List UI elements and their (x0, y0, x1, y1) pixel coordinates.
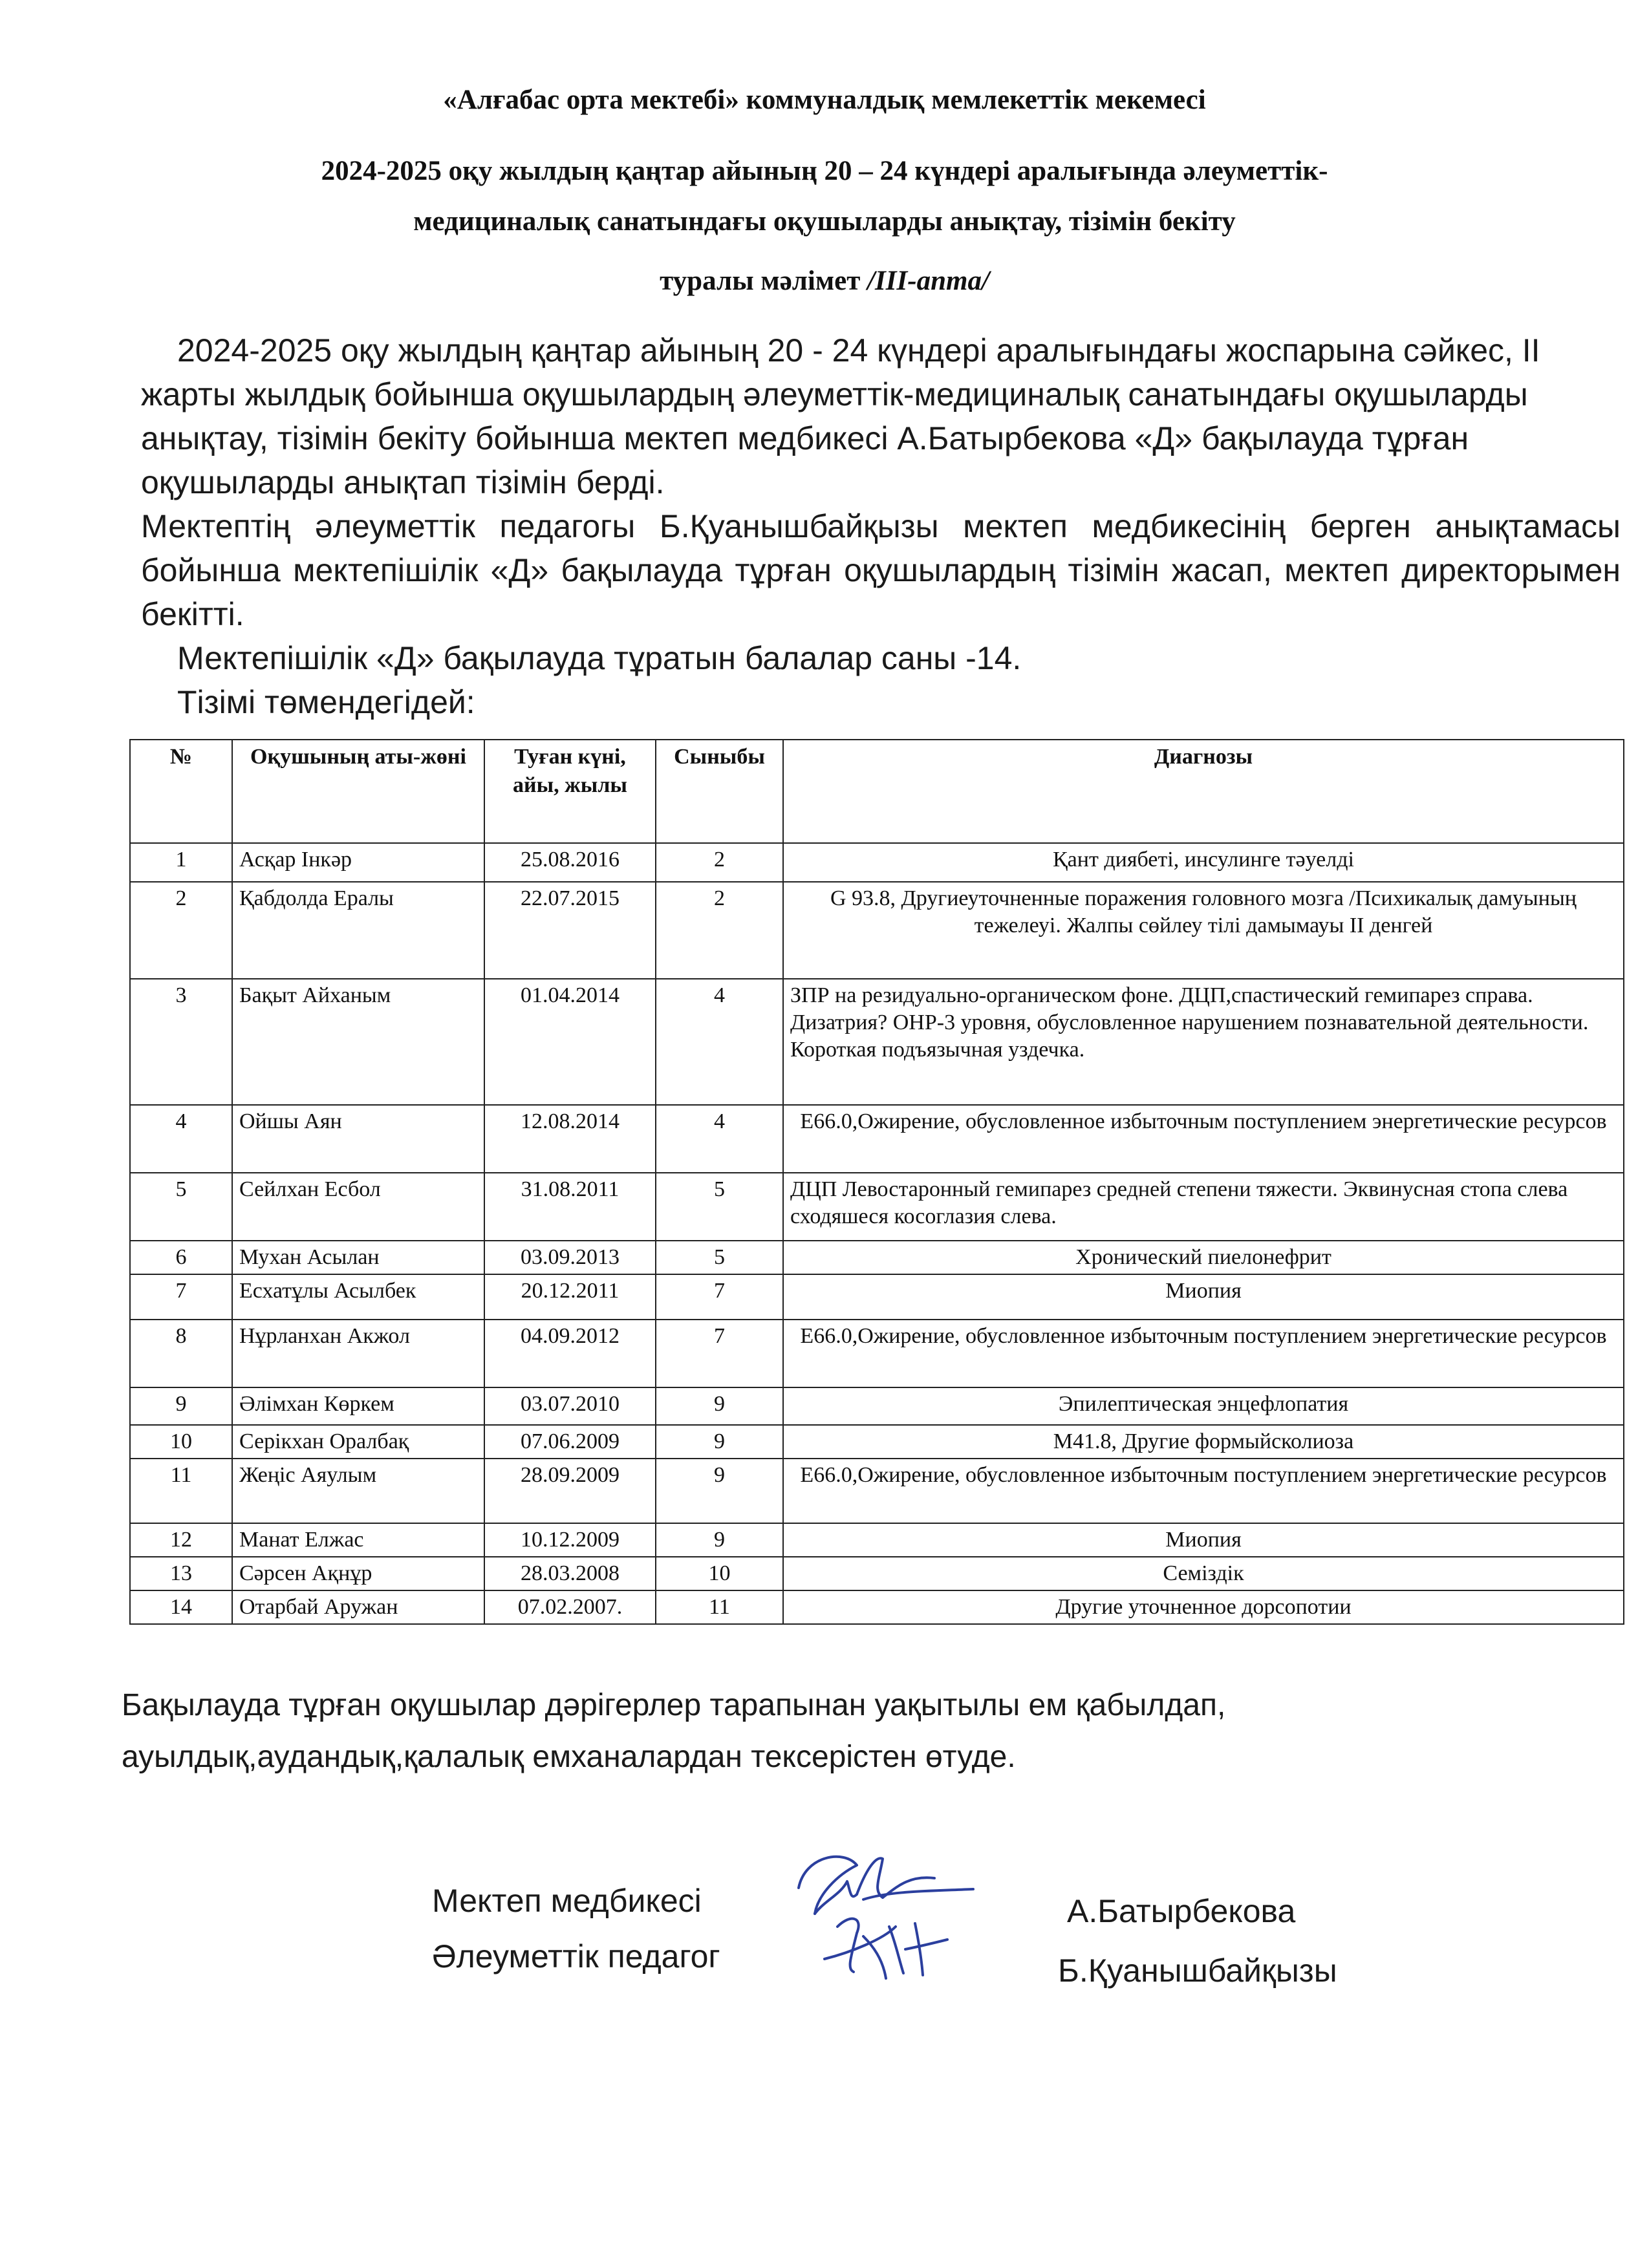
student-diagnosis-table (129, 739, 1624, 1625)
intro-text (141, 328, 1621, 724)
cell-num: 10 (130, 1425, 232, 1459)
cell-name: Отарбай Аружан (232, 1590, 484, 1624)
cell-diagnosis: Эпилептическая энцефлопатия (783, 1387, 1624, 1425)
cell-diagnosis: Хронический пиелонефрит (783, 1241, 1624, 1274)
handwritten-signature-icon (786, 1830, 980, 1998)
doc-title-line-3 (129, 264, 1520, 299)
cell-name: Есхатұлы Асылбек (232, 1274, 484, 1320)
cell-num: 4 (130, 1105, 232, 1173)
cell-dob: 28.09.2009 (484, 1459, 656, 1523)
cell-dob: 07.06.2009 (484, 1425, 656, 1459)
table-row (130, 1590, 1624, 1624)
cell-dob: 20.12.2011 (484, 1274, 656, 1320)
cell-class: 2 (656, 882, 783, 979)
cell-class: 10 (656, 1557, 783, 1590)
cell-dob: 03.09.2013 (484, 1241, 656, 1274)
cell-diagnosis: G 93.8, Другиеуточненные поражения головного мозга /Психикалық дамуының тежелеуі. Жалпы сөйлеу тілі дамымауы II денгей (783, 882, 1624, 979)
cell-name: Манат Елжас (232, 1523, 484, 1557)
table-row (130, 1274, 1624, 1320)
cell-name: Сәрсен Ақнұр (232, 1557, 484, 1590)
cell-diagnosis: Другие уточненное дорсопотии (783, 1590, 1624, 1624)
cell-dob: 28.03.2008 (484, 1557, 656, 1590)
cell-num: 2 (130, 882, 232, 979)
cell-class: 9 (656, 1387, 783, 1425)
signatory-role-nurse: Мектеп медбикесі (432, 1883, 702, 1919)
header-diagnosis: Диагнозы (783, 740, 1624, 843)
doc-title-line-2: медициналық санатындағы оқушыларды анықтау, тізімін бекіту (413, 206, 1236, 237)
cell-num: 7 (130, 1274, 232, 1320)
cell-name: Әлімхан Көркем (232, 1387, 484, 1425)
cell-num: 1 (130, 843, 232, 882)
doc-title-text: туралы мәлімет (660, 266, 861, 296)
table-row (130, 1459, 1624, 1523)
table-row (130, 1320, 1624, 1387)
intro-paragraph-3: Мектепішілік «Д» бақылауда тұратын балалар саны -14. (177, 640, 1022, 676)
table-header-row (130, 740, 1624, 843)
cell-diagnosis: Е66.0,Ожирение, обусловленное избыточным поступлением энергетические ресурсов (783, 1320, 1624, 1387)
cell-dob: 22.07.2015 (484, 882, 656, 979)
cell-diagnosis: Семіздік (783, 1557, 1624, 1590)
table-row (130, 1173, 1624, 1241)
cell-num: 11 (130, 1459, 232, 1523)
cell-num: 8 (130, 1320, 232, 1387)
cell-num: 13 (130, 1557, 232, 1590)
doc-title-line-1: 2024-2025 оқу жылдың қаңтар айының 20 – 24 күндері аралығында әлеуметтік- (321, 156, 1328, 186)
cell-num: 12 (130, 1523, 232, 1557)
cell-diagnosis: Миопия (783, 1523, 1624, 1557)
cell-dob: 04.09.2012 (484, 1320, 656, 1387)
header-num: № (130, 740, 232, 843)
header-name: Оқушының аты-жөні (232, 740, 484, 843)
header-dob: Туған күні, айы, жылы (484, 740, 656, 843)
table-row (130, 1557, 1624, 1590)
week-label: /III-апта/ (867, 266, 989, 296)
cell-dob: 01.04.2014 (484, 979, 656, 1105)
cell-name: Сейлхан Есбол (232, 1173, 484, 1241)
cell-diagnosis: Е66.0,Ожирение, обусловленное избыточным поступлением энергетические ресурсов (783, 1105, 1624, 1173)
cell-name: Қабдолда Ералы (232, 882, 484, 979)
cell-diagnosis: Миопия (783, 1274, 1624, 1320)
cell-name: Асқар Інкәр (232, 843, 484, 882)
table-row (130, 882, 1624, 979)
cell-dob: 03.07.2010 (484, 1387, 656, 1425)
cell-dob: 12.08.2014 (484, 1105, 656, 1173)
header-class: Сыныбы (656, 740, 783, 843)
cell-diagnosis: ДЦП Левостаронный гемипарез средней степени тяжести. Эквинусная стопа слева сходяшеся косоглазия слева. (783, 1173, 1624, 1241)
cell-class: 2 (656, 843, 783, 882)
table-row (130, 1105, 1624, 1173)
cell-class: 4 (656, 1105, 783, 1173)
signatory-role-social-pedagogue: Әлеуметтік педагог (432, 1938, 720, 1974)
table-row (130, 1241, 1624, 1274)
cell-name: Серікхан Оралбақ (232, 1425, 484, 1459)
intro-paragraph-2: Мектептің әлеуметтік педагогы Б.Қуанышбайқызы мектеп медбикесінің берген анықтамасы бойынша мектепішілік «Д» бақылауда тұрған оқушылардың тізімін жасап, мектеп директорымен бекітті. (141, 508, 1621, 632)
signatory-name-nurse: А.Батырбекова (1067, 1893, 1296, 1929)
cell-diagnosis: ЗПР на резидуально-органическом фоне. ДЦП,спастический гемипарез справа. Дизатрия? ОНР-3 уровня, обусловленное нарушением познавательной деятельности. Короткая подъязычная уздечка. (783, 979, 1624, 1105)
org-title: «Алғабас орта мектeбі» коммуналдық мемлекеттік мекемесі (443, 85, 1206, 115)
intro-paragraph-4: Тізімі төмендегідей: (177, 684, 475, 720)
cell-class: 9 (656, 1425, 783, 1459)
cell-dob: 25.08.2016 (484, 843, 656, 882)
cell-num: 5 (130, 1173, 232, 1241)
cell-num: 14 (130, 1590, 232, 1624)
cell-class: 9 (656, 1523, 783, 1557)
cell-class: 5 (656, 1241, 783, 1274)
cell-class: 4 (656, 979, 783, 1105)
cell-num: 3 (130, 979, 232, 1105)
cell-name: Мухан Асылан (232, 1241, 484, 1274)
table-row (130, 1387, 1624, 1425)
table-row (130, 843, 1624, 882)
table-row (130, 979, 1624, 1105)
cell-name: Бақыт Айханым (232, 979, 484, 1105)
cell-diagnosis: Е66.0,Ожирение, обусловленное избыточным поступлением энергетические ресурсов (783, 1459, 1624, 1523)
signatory-name-social-pedagogue: Б.Қуанышбайқызы (1058, 1952, 1337, 1989)
cell-name: Нұрланхан Акжол (232, 1320, 484, 1387)
cell-class: 9 (656, 1459, 783, 1523)
cell-dob: 07.02.2007. (484, 1590, 656, 1624)
intro-paragraph-1: 2024-2025 оқу жылдың қаңтар айының 20 - 24 күндері аралығындағы жоспарына сәйкес, II жарты жылдық бойынша оқушылардың әлеуметтік-медициналық санатындағы оқушыларды анықтау, тізімін бекіту бойынша мектеп медбикесі А.Батырбекова «Д» бақылауда тұрған оқушыларды анықтап тізімін берді. (141, 332, 1540, 500)
cell-dob: 31.08.2011 (484, 1173, 656, 1241)
cell-num: 9 (130, 1387, 232, 1425)
cell-num: 6 (130, 1241, 232, 1274)
cell-class: 7 (656, 1320, 783, 1387)
cell-class: 11 (656, 1590, 783, 1624)
cell-dob: 10.12.2009 (484, 1523, 656, 1557)
cell-diagnosis: М41.8, Другие формыйсколиоза (783, 1425, 1624, 1459)
cell-class: 5 (656, 1173, 783, 1241)
closing-paragraph: Бақылауда тұрған оқушылар дәрігерлер тарапынан уақытылы ем қабылдап, ауылдық,аудандық,қалалық емханалардан тексерістен өтуде. (122, 1688, 1226, 1774)
table-row (130, 1523, 1624, 1557)
cell-diagnosis: Қант диябеті, инсулинге тәуелді (783, 843, 1624, 882)
cell-name: Ойшы Аян (232, 1105, 484, 1173)
cell-name: Жеңіс Аяулым (232, 1459, 484, 1523)
table-row (130, 1425, 1624, 1459)
cell-class: 7 (656, 1274, 783, 1320)
